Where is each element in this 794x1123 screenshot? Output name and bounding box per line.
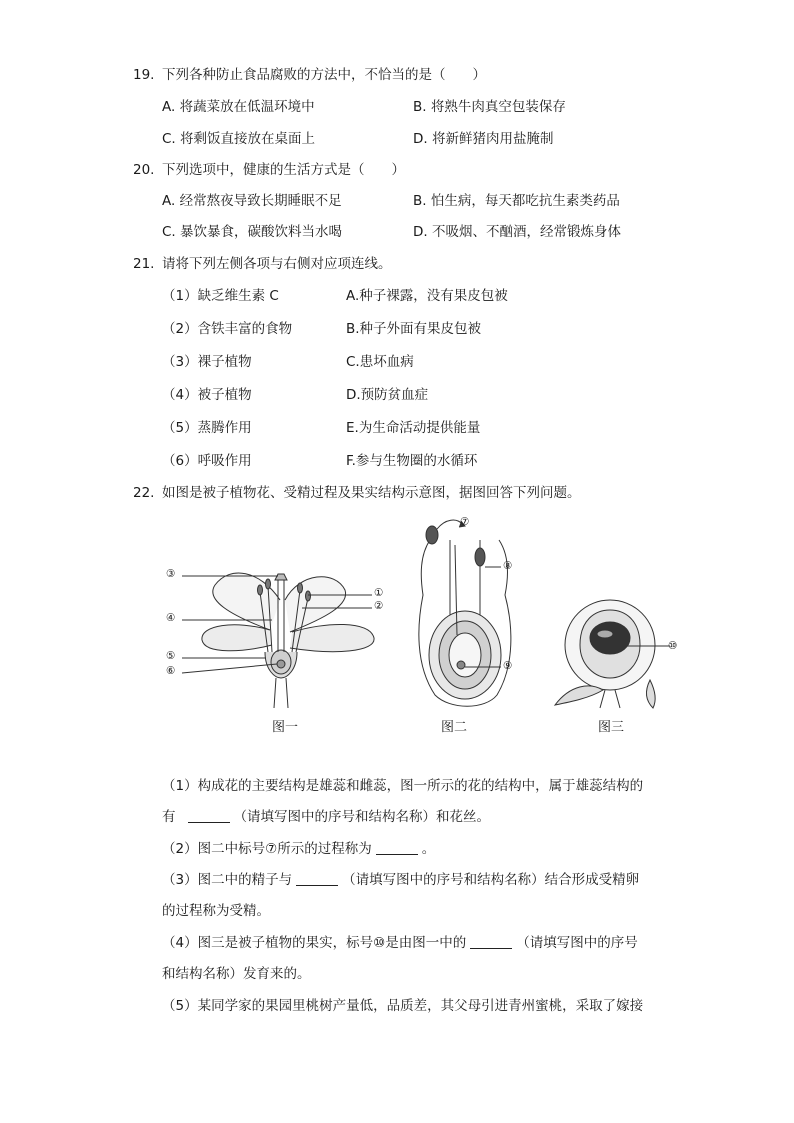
q21-right-item[interactable]: B.种子外面有果皮包被 bbox=[346, 321, 482, 337]
figure-3-fruit-diagram bbox=[545, 590, 680, 710]
fig2-label-7: ⑦ bbox=[460, 516, 470, 528]
q20-option-a[interactable]: A. 经常熬夜导致长期睡眠不足 bbox=[162, 193, 342, 209]
q22-sub2-suffix: 。 bbox=[421, 841, 436, 857]
q22-sub4-suffix: （请填写图中的序号 bbox=[516, 935, 638, 951]
q21-left-item[interactable]: （1）缺乏维生素 C bbox=[162, 288, 279, 304]
q19-stem: 下列各种防止食品腐败的方法中，不恰当的是（ ） bbox=[162, 67, 486, 83]
q21-number: 21. bbox=[133, 256, 155, 272]
q21-stem: 请将下列左侧各项与右侧对应项连线。 bbox=[162, 256, 392, 272]
q21-left-item[interactable]: （2）含铁丰富的食物 bbox=[162, 321, 293, 337]
q22-sub2-answer-blank[interactable] bbox=[376, 840, 418, 855]
fig1-label-4: ④ bbox=[166, 612, 176, 624]
q21-right-item[interactable]: C.患坏血病 bbox=[346, 354, 414, 370]
fig1-label-5: ⑤ bbox=[166, 650, 176, 662]
fig1-label-6: ⑥ bbox=[166, 665, 176, 677]
q22-sub5-line1: （5）某同学家的果园里桃树产量低，品质差，其父母引进青州蜜桃，采取了嫁接 bbox=[162, 998, 644, 1014]
q22-sub4-prefix: （4）图三是被子植物的果实，标号⑩是由图一中的 bbox=[162, 935, 467, 951]
q20-number: 20. bbox=[133, 162, 155, 178]
q22-stem: 如图是被子植物花、受精过程及果实结构示意图，据图回答下列问题。 bbox=[162, 485, 581, 501]
q19-option-b[interactable]: B. 将熟牛肉真空包装保存 bbox=[413, 99, 566, 115]
q21-right-item[interactable]: D.预防贫血症 bbox=[346, 387, 429, 403]
q22-sub1-suffix: （请填写图中的序号和结构名称）和花丝。 bbox=[233, 809, 490, 825]
q19-option-a[interactable]: A. 将蔬菜放在低温环境中 bbox=[162, 99, 315, 115]
q22-sub1-answer-blank[interactable] bbox=[188, 808, 230, 823]
q22-sub1-line2 bbox=[162, 808, 490, 826]
fig3-label-10: ⑩ bbox=[668, 640, 678, 652]
fig2-label-9: ⑨ bbox=[503, 660, 513, 672]
q19-number: 19. bbox=[133, 67, 155, 83]
figure-1-flower-diagram bbox=[160, 560, 400, 710]
q21-left-item[interactable]: （5）蒸腾作用 bbox=[162, 420, 252, 436]
q22-sub1-line1: （1）构成花的主要结构是雄蕊和雌蕊，图一所示的花的结构中，属于雄蕊结构的 bbox=[162, 778, 644, 794]
q19-option-c[interactable]: C. 将剩饭直接放在桌面上 bbox=[162, 131, 316, 147]
q20-option-c[interactable]: C. 暴饮暴食，碳酸饮料当水喝 bbox=[162, 224, 343, 240]
q21-right-item[interactable]: A.种子裸露，没有果皮包被 bbox=[346, 288, 508, 304]
q22-sub4-answer-blank[interactable] bbox=[470, 934, 512, 949]
q20-stem: 下列选项中，健康的生活方式是（ ） bbox=[162, 162, 405, 178]
q22-sub1-prefix: 有 bbox=[162, 809, 176, 825]
q21-left-item[interactable]: （6）呼吸作用 bbox=[162, 453, 252, 469]
q22-sub4-line2: 和结构名称）发育来的。 bbox=[162, 966, 311, 982]
q22-sub3-line1 bbox=[162, 871, 639, 889]
q22-sub4-line1 bbox=[162, 934, 638, 952]
figure-3-caption: 图三 bbox=[598, 720, 625, 735]
q22-sub3-line2: 的过程称为受精。 bbox=[162, 903, 270, 919]
q22-sub3-prefix: （3）图二中的精子与 bbox=[162, 872, 293, 888]
q22-sub3-answer-blank[interactable] bbox=[296, 871, 338, 886]
fig1-label-3: ③ bbox=[166, 568, 176, 580]
q22-number: 22. bbox=[133, 485, 155, 501]
q21-left-item[interactable]: （3）裸子植物 bbox=[162, 354, 252, 370]
figure-2-fertilization-diagram bbox=[405, 515, 525, 710]
q19-option-d[interactable]: D. 将新鲜猪肉用盐腌制 bbox=[413, 131, 554, 147]
q21-left-item[interactable]: （4）被子植物 bbox=[162, 387, 252, 403]
fig2-label-8: ⑧ bbox=[503, 560, 513, 572]
fig1-label-2: ② bbox=[374, 600, 384, 612]
fig1-label-1: ① bbox=[374, 587, 384, 599]
q22-sub2-line bbox=[162, 840, 435, 858]
q21-right-item[interactable]: E.为生命活动提供能量 bbox=[346, 420, 481, 436]
q22-sub3-suffix: （请填写图中的序号和结构名称）结合形成受精卵 bbox=[342, 872, 640, 888]
q21-right-item[interactable]: F.参与生物圈的水循环 bbox=[346, 453, 478, 469]
q20-option-b[interactable]: B. 怕生病，每天都吃抗生素类药品 bbox=[413, 193, 620, 209]
figure-2-caption: 图二 bbox=[441, 720, 468, 735]
q22-sub2-prefix: （2）图二中标号⑦所示的过程称为 bbox=[162, 841, 372, 857]
q20-option-d[interactable]: D. 不吸烟、不酗酒，经常锻炼身体 bbox=[413, 224, 621, 240]
figure-1-caption: 图一 bbox=[272, 720, 299, 735]
